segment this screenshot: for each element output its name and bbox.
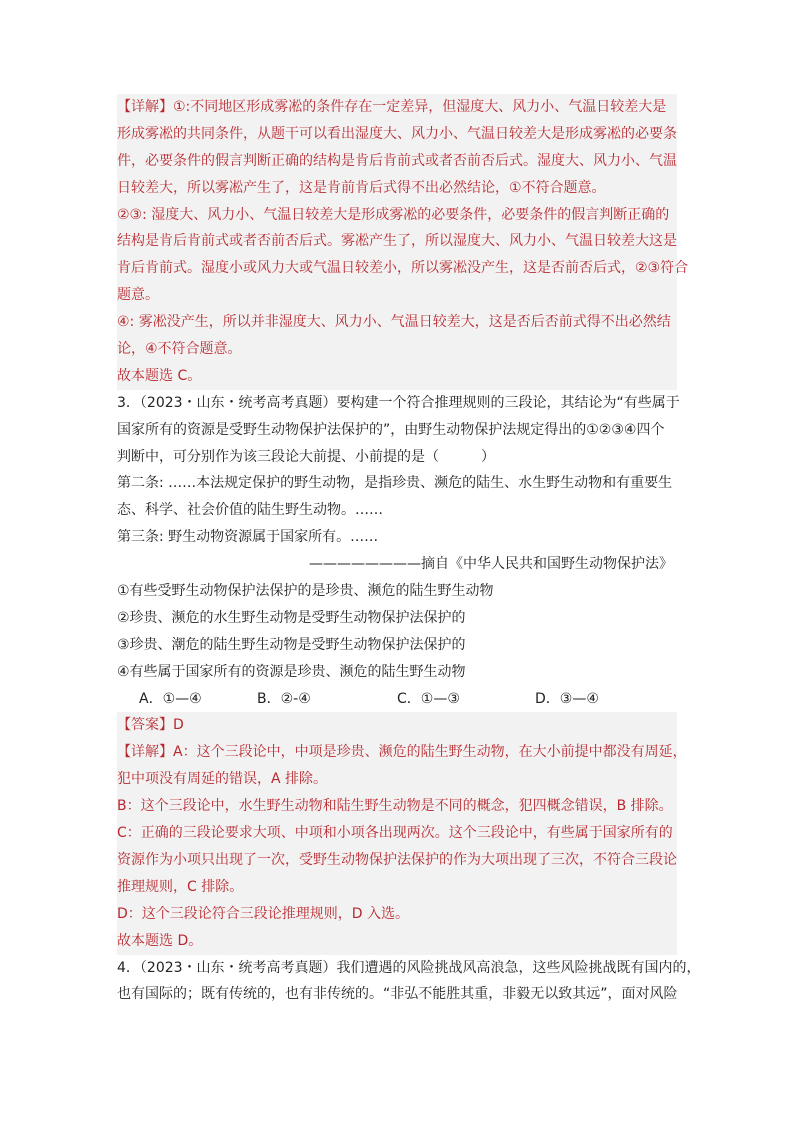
statement-1: ①有些受野生动物保护法保护的是珍贵、濒危的陆生野生动物 xyxy=(117,583,494,600)
detail-line: 形成雾凇的共同条件，从题干可以看出湿度大、风力小、气温日较差大是形成雾凇的必要条 xyxy=(117,121,677,148)
detail-line: B：这个三段论中，水生野生动物和陆生野生动物是不同的概念，犯四概念错误，B 排除。 xyxy=(117,793,677,820)
detail-line: 【详解】①:不同地区形成雾凇的条件存在一定差异，但湿度大、风力小、气温日较差大是 xyxy=(117,94,677,121)
document-page xyxy=(117,94,701,1008)
detail-block-q2 xyxy=(117,94,689,390)
question-4 xyxy=(117,955,701,1009)
question-stem-line: 4．（2023・山东・统考高考真题）我们遭遇的风险挑战风高浪急，这些风险挑战既有国内的， xyxy=(117,959,701,976)
detail-line: ②③: 湿度大、风力小、气温日较差大是形成雾凇的必要条件，必要条件的假言判断正确的 xyxy=(117,202,677,229)
detail-line: 推理规则，C 排除。 xyxy=(117,874,677,901)
answer-value: D xyxy=(173,717,184,734)
question-stem-line: 也有国际的；既有传统的，也有非传统的。“非弘不能胜其重，非毅无以致其远”，面对风险 xyxy=(117,986,678,1003)
detail-line: 件，必要条件的假言判断正确的结构是肯后肯前式或者否前否后式。湿度大、风力小、气温 xyxy=(117,148,677,175)
statement-3: ③珍贵、潮危的陆生野生动物是受野生动物保护法保护的 xyxy=(117,636,466,653)
answer-block-q3 xyxy=(117,712,687,954)
detail-line: 结构是肯后肯前式或者否前否后式。雾凇产生了，所以湿度大、风力小、气温日较差大这是 xyxy=(117,228,677,255)
option-c[interactable]: C．①—③ xyxy=(397,690,460,707)
article-line: 态、科学、社会价值的陆生野生动物。…… xyxy=(117,502,383,519)
source-citation: ————————摘自《中华人民共和国野生动物保护法》 xyxy=(309,556,673,573)
detail-line: 犯中项没有周延的错误，A 排除。 xyxy=(117,766,677,793)
detail-line: 资源作为小项只出现了一次，受野生动物保护法保护的作为大项出现了三次，不符合三段论 xyxy=(117,847,677,874)
detail-line: D：这个三段论符合三段论推理规则，D 入选。 xyxy=(117,901,677,928)
question-stem-line: 判断中，可分别作为该三段论大前提、小前提的是（ ） xyxy=(117,448,495,465)
question-stem-line: 国家所有的资源是受野生动物保护法保护的”，由野生动物保护法规定得出的①②③④四个 xyxy=(117,421,665,438)
article-line: 第三条: 野生动物资源属于国家所有。…… xyxy=(117,529,379,546)
detail-line: ④: 雾凇没产生，所以并非湿度大、风力小、气温日较差大，这是否后否前式得不出必然结 xyxy=(117,309,677,336)
question-stem-line: 3．（2023・山东・统考高考真题）要构建一个符合推理规则的三段论，其结论为“有些属于 xyxy=(117,394,680,411)
detail-tag: 【详解】 xyxy=(117,744,173,761)
detail-tag: 【详解】 xyxy=(117,99,173,115)
option-d[interactable]: D．③—④ xyxy=(535,690,599,707)
option-a[interactable]: A．①—④ xyxy=(139,690,202,707)
detail-conclusion: 故本题选 D。 xyxy=(117,928,677,955)
detail-line: C：正确的三段论要求大项、中项和小项各出现两次。这个三段论中，有些属于国家所有的 xyxy=(117,820,677,847)
detail-line: 【详解】A：这个三段论中，中项是珍贵、濒危的陆生野生动物，在大小前提中都没有周延， xyxy=(117,739,677,766)
detail-conclusion: 故本题选 C。 xyxy=(117,363,677,390)
detail-line: 日较差大，所以雾凇产生了，这是肯前肯后式得不出必然结论，①不符合题意。 xyxy=(117,175,677,202)
answer-tag: 【答案】 xyxy=(117,717,173,734)
question-3 xyxy=(117,390,680,713)
detail-line: 题意。 xyxy=(117,282,677,309)
detail-line: 论，④不符合题意。 xyxy=(117,336,677,363)
statement-4: ④有些属于国家所有的资源是珍贵、濒危的陆生野生动物 xyxy=(117,663,466,680)
article-line: 第二条: ……本法规定保护的野生动物，是指珍贵、濒危的陆生、水生野生动物和有重要生 xyxy=(117,475,673,492)
answer-options xyxy=(117,686,677,713)
statement-2: ②珍贵、濒危的水生野生动物是受野生动物保护法保护的 xyxy=(117,609,466,626)
answer-line xyxy=(117,712,677,739)
detail-line: 肯后肯前式。湿度小或风力大或气温日较差小，所以雾凇没产生，这是否前否后式，②③符合 xyxy=(117,255,677,282)
option-b[interactable]: B．②-④ xyxy=(257,690,311,707)
